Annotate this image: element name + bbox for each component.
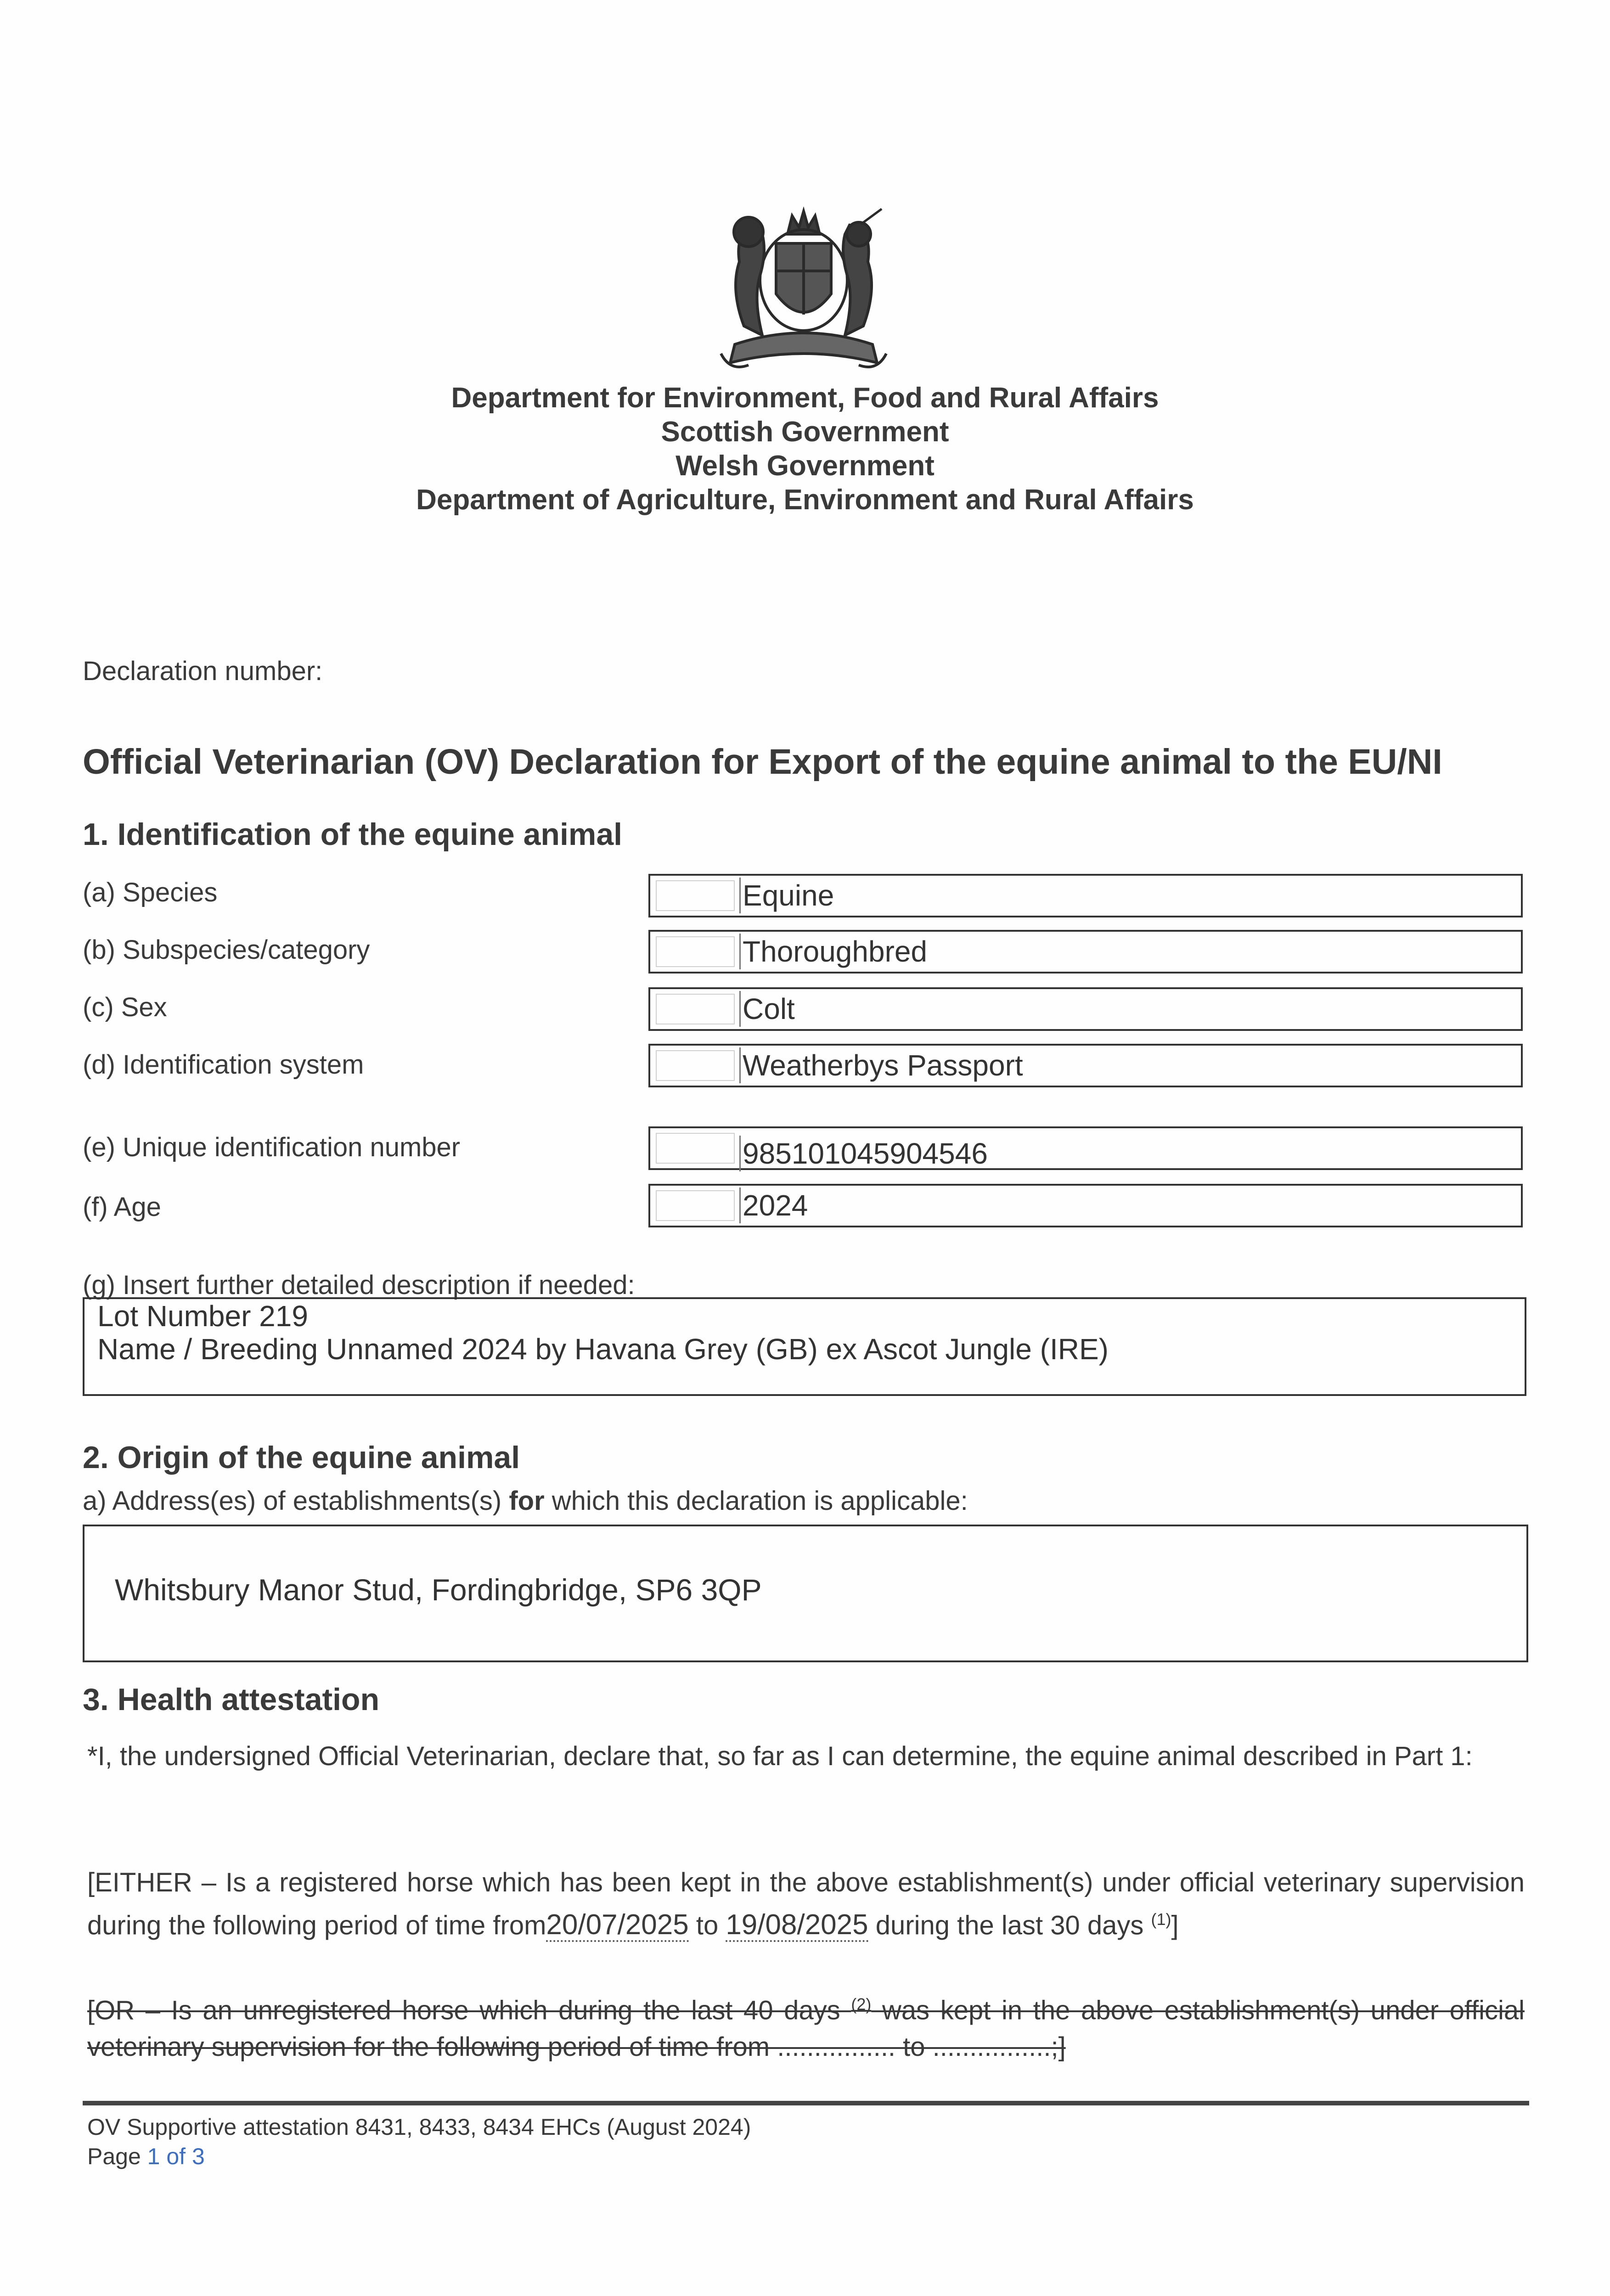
section-2-heading: 2. Origin of the equine animal [83, 1440, 520, 1475]
authority-line-2: Scottish Government [661, 416, 949, 448]
page-word: Page [87, 2144, 147, 2169]
either-clause-text: [EITHER – Is a registered horse which has been kept in the above establishment(s) under official veterinary supervision during the following period of time from [87, 1868, 1525, 1941]
royal-coat-of-arms-icon [703, 207, 905, 377]
page-total: 3 [191, 2144, 205, 2169]
description-line-1: Lot Number 219 [97, 1300, 308, 1333]
age-field[interactable] [648, 1184, 1523, 1227]
subspecies-label: (b) Subspecies/category [83, 935, 370, 965]
species-value: Equine [739, 878, 834, 913]
footer-divider [83, 2101, 1529, 2105]
supervision-from-date[interactable]: 20/07/2025 [546, 1910, 688, 1942]
section-3-heading: 3. Health attestation [83, 1682, 380, 1717]
declaration-number-label: Declaration number: [83, 656, 323, 686]
either-clause-to: to [688, 1910, 726, 1941]
sex-label: (c) Sex [83, 992, 167, 1022]
authority-line-1: Department for Environment, Food and Rural Affairs [451, 382, 1159, 414]
footer-reference: OV Supportive attestation 8431, 8433, 8434 EHCs (August 2024) [87, 2114, 751, 2140]
page-of: of [160, 2144, 192, 2169]
age-value: 2024 [739, 1187, 808, 1223]
or-clause-struck-through [87, 1986, 1525, 2065]
either-clause-end: ] [1171, 1910, 1179, 1941]
document-title: Official Veterinarian (OV) Declaration for Export of the equine animal to the EU/NI [83, 742, 1442, 782]
authority-line-3: Welsh Government [676, 450, 934, 482]
footnote-2-ref: (2) [851, 1995, 872, 2014]
address-instruction-post: which this declaration is applicable: [544, 1486, 968, 1516]
section-1-heading: 1. Identification of the equine animal [83, 817, 623, 852]
footer [87, 2112, 751, 2171]
description-label: (g) Insert further detailed description if needed: [83, 1270, 635, 1300]
field-inner-box [656, 1050, 735, 1081]
field-inner-box [656, 1133, 735, 1164]
issuing-authorities [0, 381, 1610, 517]
identification-system-value: Weatherbys Passport [739, 1047, 1023, 1083]
subspecies-value: Thoroughbred [739, 934, 927, 969]
field-inner-box [656, 1190, 735, 1221]
field-inner-box [656, 994, 735, 1024]
field-inner-box [656, 936, 735, 967]
unique-id-label: (e) Unique identification number [83, 1132, 461, 1162]
or-clause-rest: was kept in the above establishment(s) under official veterinary supervision for the following period of time from ................ to ................;] [87, 1995, 1525, 2062]
supervision-to-date[interactable]: 19/08/2025 [726, 1910, 868, 1942]
footnote-1-ref: (1) [1151, 1910, 1171, 1929]
species-label: (a) Species [83, 878, 218, 907]
authority-line-4: Department of Agriculture, Environment and Rural Affairs [416, 484, 1194, 516]
sex-value: Colt [739, 991, 795, 1027]
establishment-address-field[interactable] [83, 1525, 1528, 1662]
address-instruction-pre: a) Address(es) of establishments(s) [83, 1486, 509, 1516]
unique-id-field[interactable] [648, 1126, 1523, 1170]
description-field[interactable] [83, 1297, 1526, 1396]
page-indicator [87, 2142, 751, 2171]
health-attestation-intro: *I, the undersigned Official Veterinarian, declare that, so far as I can determine, the equine animal described in Part 1: [87, 1741, 1473, 1771]
field-inner-box [656, 880, 735, 911]
unique-id-value: 985101045904546 [739, 1136, 988, 1171]
address-instruction [83, 1486, 968, 1516]
identification-system-label: (d) Identification system [83, 1050, 364, 1080]
age-label: (f) Age [83, 1192, 161, 1222]
page-current: 1 [147, 2144, 160, 2169]
either-clause-suffix: during the last 30 days [868, 1910, 1151, 1941]
either-clause [87, 1864, 1525, 1944]
establishment-address-value: Whitsbury Manor Stud, Fordingbridge, SP6 3QP [115, 1573, 762, 1607]
subspecies-field[interactable] [648, 930, 1523, 974]
species-field[interactable] [648, 874, 1523, 917]
address-instruction-bold: for [509, 1486, 545, 1516]
sex-field[interactable] [648, 987, 1523, 1031]
or-clause-text: [OR – Is an unregistered horse which during the last 40 days [87, 1995, 851, 2026]
description-line-2: Name / Breeding Unnamed 2024 by Havana Grey (GB) ex Ascot Jungle (IRE) [97, 1333, 1109, 1366]
identification-system-field[interactable] [648, 1044, 1523, 1087]
